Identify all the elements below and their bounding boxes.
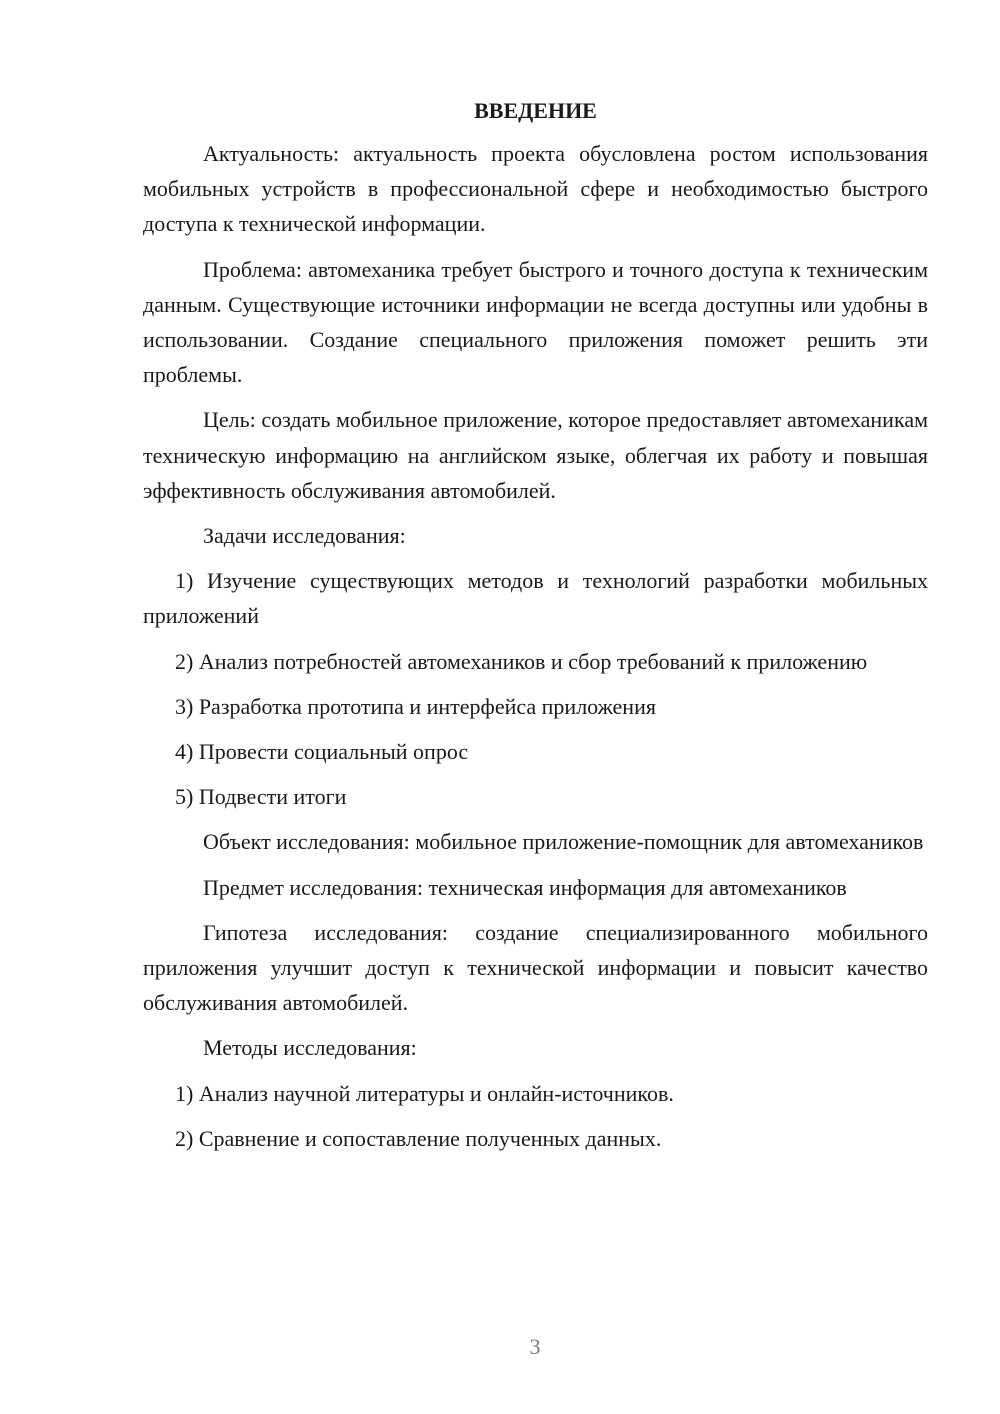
page-number: 3 [529, 1334, 541, 1359]
task-item-1: 1) Изучение существующих методов и технологий разработки мобильных приложений [143, 568, 928, 629]
relevance-paragraph: Актуальность: актуальность проекта обусловлена ростом использования мобильных устройств в профессиональной сфере и необходимостью быстрого доступа к технической информации. [143, 141, 928, 237]
method-item-2: 2) Сравнение и сопоставление полученных данных. [175, 1125, 662, 1151]
task-item-2: 2) Анализ потребностей автомехаников и сбор требований к приложению [175, 648, 868, 674]
page-content [143, 96, 928, 1166]
methods-heading: Методы исследования: [203, 1035, 417, 1061]
problem-paragraph: Проблема: автомеханика требует быстрого и точного доступа к техническим данным. Существующие источники информации не всегда доступны или удобны в использовании. Создание специального приложения поможет решить эти проблемы. [143, 256, 928, 388]
subject-paragraph: Предмет исследования: техническая информация для автомехаников [203, 874, 847, 900]
hypothesis-paragraph: Гипотеза исследования: создание специализированного мобильного приложения улучшит доступ к технической информации и повысит качество обслуживания автомобилей. [143, 919, 928, 1016]
method-item-1: 1) Анализ научной литературы и онлайн-источников. [175, 1080, 674, 1106]
object-paragraph: Объект исследования: мобильное приложение-помощник для автомехаников [203, 829, 924, 855]
goal-paragraph: Цель: создать мобильное приложение, которое предоставляет автомеханикам техническую информацию на английском языке, облегчая их работу и повышая эффективность обслуживания автомобилей. [143, 407, 928, 503]
page-title: ВВЕДЕНИЕ [474, 98, 597, 123]
tasks-heading: Задачи исследования: [203, 523, 406, 549]
task-item-3: 3) Разработка прототипа и интерфейса приложения [175, 693, 656, 719]
task-item-5: 5) Подвести итоги [175, 784, 347, 810]
task-item-4: 4) Провести социальный опрос [175, 739, 469, 765]
